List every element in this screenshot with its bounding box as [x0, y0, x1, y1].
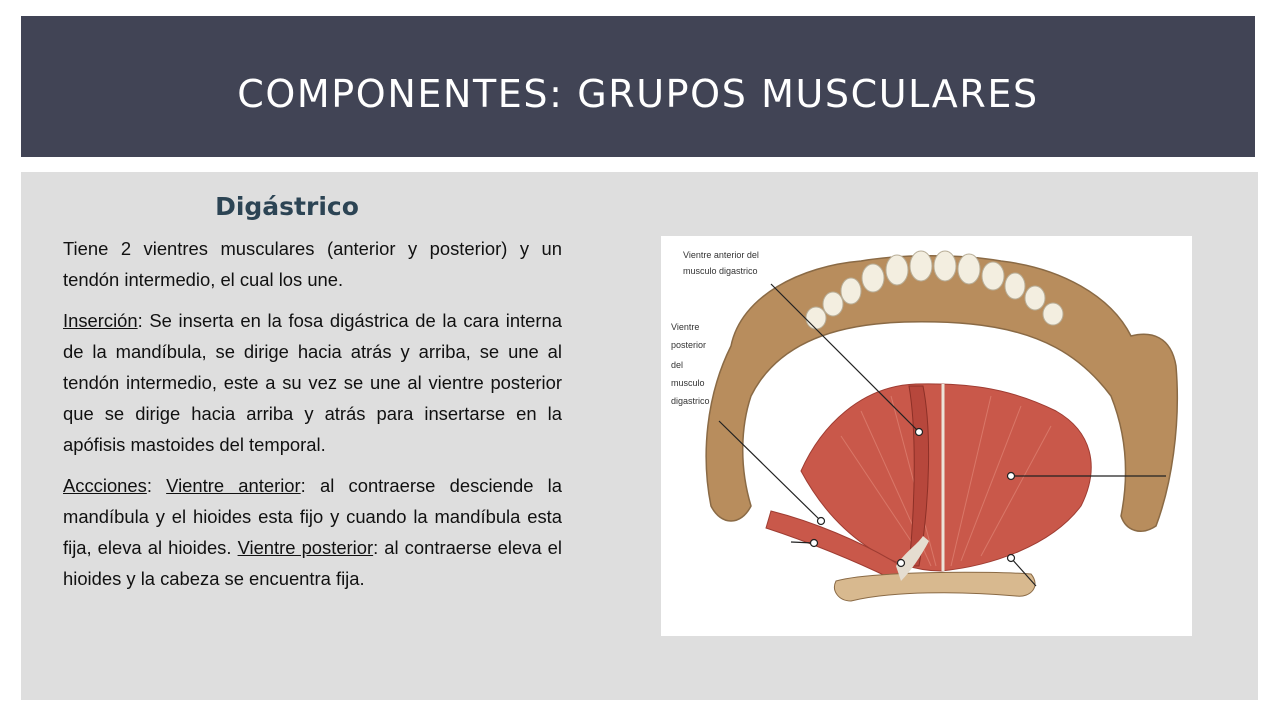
label-posterior-line3: del: [671, 360, 684, 370]
insertion-label: Inserción: [63, 310, 138, 331]
insertion-text: : Se inserta en la fosa digástrica de la cara interna de la mandíbula, se dirige hacia atrás y arriba, se une al tendón intermedio, este a su vez se une al vientre posterior que se dirige hacia arriba y atrás para insertarse en la apófisis mastoides del temporal.: [63, 310, 562, 455]
actions-paragraph: [63, 470, 562, 594]
text-column: [63, 192, 562, 604]
posterior-belly-label: Vientre posterior: [237, 537, 374, 558]
label-posterior-line5: digastrico: [671, 396, 710, 406]
label-anterior-line1: Vientre anterior del: [683, 250, 759, 260]
hyoid-bone: [834, 572, 1035, 601]
mandible-illustration: [661, 236, 1192, 636]
anatomy-figure: [661, 236, 1192, 636]
label-posterior-line2: posterior: [671, 340, 707, 350]
label-posterior-line1: Vientre: [671, 322, 700, 332]
content-panel: [21, 172, 1258, 700]
title-bar: [21, 16, 1255, 157]
posterior-belly-text: : al contraerse eleva el hioides y la cabeza se encuentra fija.: [63, 537, 562, 589]
anterior-belly-text: : al contraerse desciende la mandíbula y el hioides esta fijo y cuando la mandíbula esta fija, eleva al hioides.: [63, 475, 562, 558]
slide-title: COMPONENTES: GRUPOS MUSCULARES: [237, 71, 1039, 116]
actions-label: Accciones: [63, 475, 147, 496]
anterior-belly-label: Vientre anterior: [166, 475, 301, 496]
section-subtitle: Digástrico: [215, 192, 359, 221]
actions-separator: :: [146, 475, 167, 496]
description-text: Tiene 2 vientres musculares (anterior y posterior) y un tendón intermedio, el cual los une.: [63, 238, 562, 290]
description-paragraph: [63, 233, 562, 295]
insertion-paragraph: [63, 305, 562, 460]
label-posterior-line4: musculo: [671, 378, 705, 388]
label-anterior-line2: musculo digastrico: [683, 266, 758, 276]
